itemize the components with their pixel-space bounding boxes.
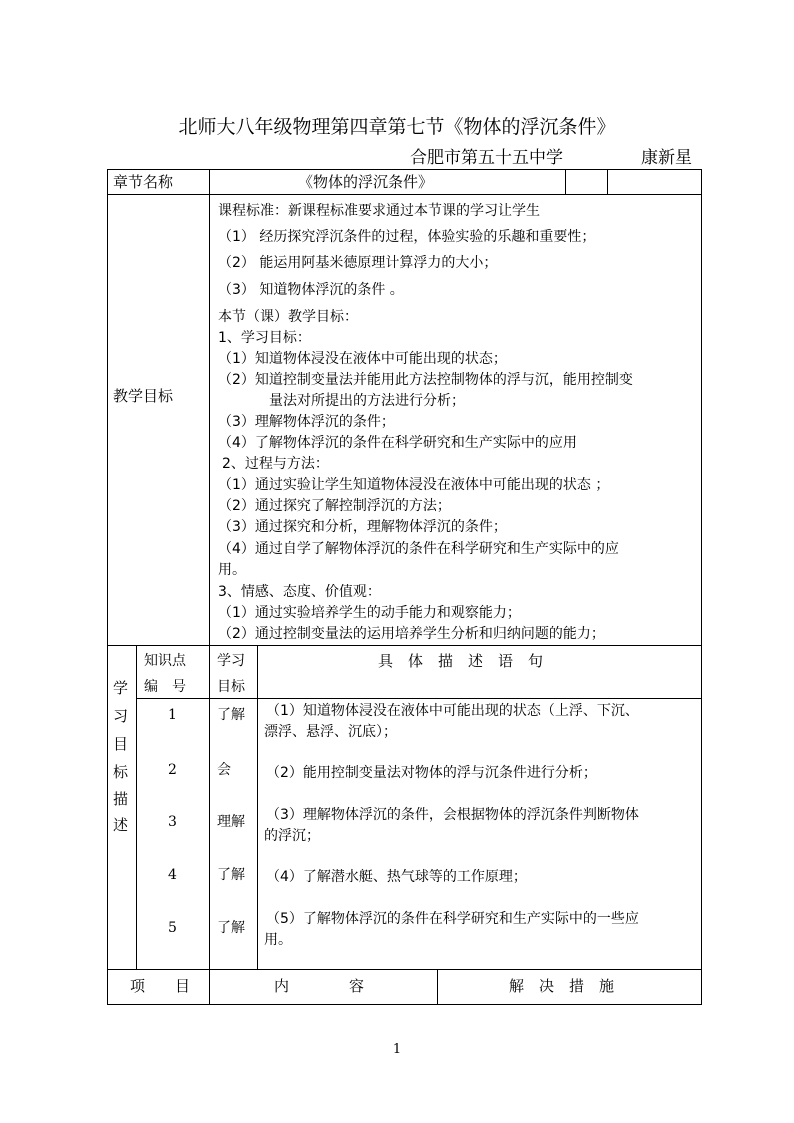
objectives-line: （3）通过探究和分析，理解物体浮沉的条件；: [218, 519, 507, 535]
goal-description: （4）了解潜水艇、热气球等的工作原理；: [266, 869, 527, 885]
goals-side-label: 学: [113, 679, 129, 697]
objectives-line: （1）通过实验让学生知道物体浸没在液体中可能出现的状态 ；: [218, 477, 610, 493]
goal-description: （3）理解物体浮沉的条件，会根据物体的浮沉条件判断物体: [266, 807, 639, 823]
objectives-line: （2）通过控制变量法的运用培养学生分析和归纳问题的能力；: [218, 626, 605, 642]
goals-side-label: 标: [113, 763, 129, 781]
objectives-line: 课程标准：新课程标准要求通过本节课的学习让学生: [218, 203, 540, 219]
knowledge-point-header: 知识点: [144, 653, 186, 669]
learning-goal-header: 学习: [217, 653, 245, 669]
objectives-line: （2） 能运用阿基米德原理计算浮力的大小；: [218, 255, 498, 271]
objectives-line: （3） 知道物体浮沉的条件 。: [218, 282, 404, 298]
goals-side-label: 述: [113, 816, 129, 834]
goal-level: 了解: [217, 707, 245, 723]
objectives-line: 用。: [218, 562, 246, 578]
goal-level: 会: [217, 762, 231, 778]
objectives-line: （1）知道物体浸没在液体中可能出现的状态；: [218, 351, 507, 367]
objectives-line: （1） 经历探究浮沉条件的过程，体验实验的乐趣和重要性；: [218, 229, 596, 245]
goal-number: 1: [168, 707, 177, 723]
goals-side-label: 目: [113, 735, 129, 753]
goal-description: （1）知道物体浸没在液体中可能出现的状态（上浮、下沉、: [266, 703, 639, 719]
objectives-line: 本节（课）教学目标：: [218, 309, 358, 325]
objectives-line: （4）了解物体浮沉的条件在科学研究和生产实际中的应用: [218, 435, 577, 451]
goal-level: 了解: [217, 867, 245, 883]
goal-description: （2）能用控制变量法对物体的浮与沉条件进行分析；: [266, 765, 597, 781]
goal-number: 4: [168, 867, 177, 883]
author-name: 康新星: [641, 148, 692, 168]
goal-description: （5）了解物体浮沉的条件在科学研究和生产实际中的一些应: [266, 911, 639, 927]
objectives-label: 教学目标: [113, 387, 174, 405]
item-header: 项 目: [130, 977, 191, 995]
chapter-label: 章节名称: [113, 173, 174, 191]
objectives-line: （4）通过自学了解物体浮沉的条件在科学研究和生产实际中的应: [218, 541, 619, 557]
objectives-line: 1、学习目标：: [218, 330, 311, 346]
goal-description: 用。: [264, 932, 292, 948]
chapter-value: 《物体的浮沉条件》: [298, 173, 434, 191]
learning-goal-header: 目标: [217, 679, 245, 695]
document-title: 北师大八年级物理第四章第七节《物体的浮沉条件》: [178, 116, 616, 138]
goals-side-label: 习: [113, 707, 129, 725]
goal-description: 的浮沉；: [264, 828, 320, 844]
objectives-line: 量法对所提出的方法进行分析；: [269, 393, 465, 409]
goals-side-label: 描: [113, 790, 129, 808]
objectives-line: （2）知道控制变量法并能用此方法控制物体的浮与沉，能用控制变: [218, 372, 633, 388]
content-header: 内 容: [274, 977, 365, 995]
objectives-line: （2）通过探究了解控制浮沉的方法；: [218, 498, 451, 514]
page-number: 1: [392, 1042, 402, 1057]
measures-header: 解 决 措 施: [509, 977, 615, 995]
goal-number: 2: [168, 762, 177, 778]
objectives-line: （1）通过实验培养学生的动手能力和观察能力；: [218, 605, 521, 621]
school-name: 合肥市第五十五中学: [410, 148, 563, 168]
goal-number: 3: [168, 814, 177, 830]
knowledge-point-header: 编 号: [144, 679, 186, 695]
goal-number: 5: [168, 920, 177, 936]
objectives-line: 3、情感、态度、价值观：: [218, 584, 381, 600]
goal-level: 了解: [217, 920, 245, 936]
description-header: 具 体 描 述 语 句: [378, 652, 544, 670]
objectives-line: 2、过程与方法：: [222, 456, 329, 472]
goal-description: 漂浮、悬浮、沉底）；: [264, 724, 397, 740]
objectives-line: （3）理解物体浮沉的条件；: [218, 414, 395, 430]
goal-level: 理解: [217, 814, 245, 830]
